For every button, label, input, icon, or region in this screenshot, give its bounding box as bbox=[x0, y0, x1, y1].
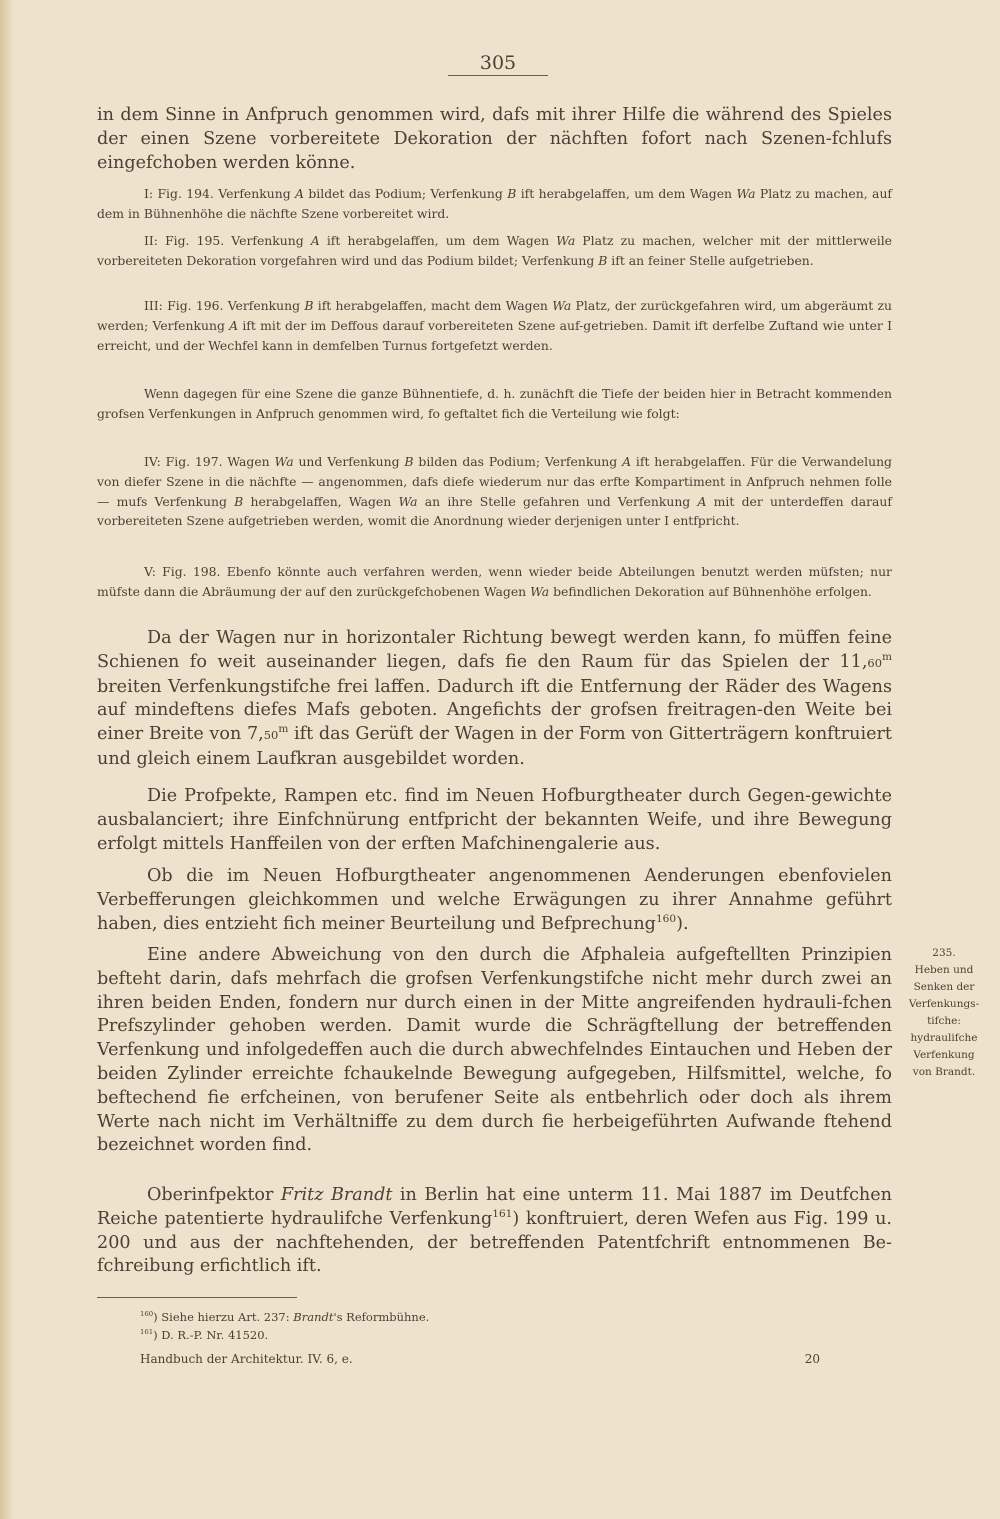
margin-note-line: tifche: bbox=[927, 1015, 961, 1027]
text-run: Eine andere Abweichung von den durch die Afphaleia aufgeftellten Prinzipien befteht darin, dafs mehrfach die grofsen Verfenkungstifche nicht mehr durch zwei an ihren beiden Enden, fondern nur durch einen in der Mitte angreifenden hydrauli-fchen Prefszylinder gehoben werden. Damit wurde die Schrägftellung der betreffenden Verfenkung und infolgedeffen auch die durch abwechfelndes Eintauchen und Heben der beiden Zylinder erreichte fchaukelnde Bewegung aufgegeben, Hilfsmittel, welche, fo beftechend fie erfcheinen, von berufener Seite als entbehrlich oder doch als ihrem Werte nach nicht im Verhältniffe zu dem durch fie herbeigeführten Aufwande ftehend bezeichnet worden find. bbox=[97, 945, 892, 1156]
text-run: ift an feiner Stelle aufgetrieben. bbox=[607, 252, 814, 268]
italic-text: Wa bbox=[530, 583, 550, 599]
footnote-rule bbox=[97, 1297, 297, 1298]
paragraph-brandt bbox=[97, 1184, 892, 1279]
margin-note-line: von Brandt. bbox=[912, 1066, 976, 1078]
superscript: 161 bbox=[140, 1328, 154, 1337]
text-run: Die Profpekte, Rampen etc. find im Neuen Hofburgtheater durch Gegen-gewichte ausbalanciert; ihre Einfchnürung entfpricht der bekannten Weife, und ihre Bewegung erfolgt mittels Hanffeilen von der erften Mafchinengalerie aus. bbox=[97, 786, 892, 854]
text-run: bilden das Podium; Verfenkung bbox=[413, 454, 623, 469]
text-run: und Verfenkung bbox=[293, 454, 405, 469]
text-run: II: Fig. 195. Verfenkung bbox=[144, 233, 311, 248]
paragraph-prospects bbox=[97, 785, 892, 856]
list-item-case-3 bbox=[97, 296, 892, 355]
italic-text: Wa bbox=[552, 298, 572, 313]
paragraph-full-depth bbox=[97, 384, 892, 424]
text-run: in Berlin hat eine unterm 11. Mai 1887 im Deutfchen Reiche patentierte hydraulifche Verfenkung bbox=[97, 1185, 893, 1229]
footer-book-title: Handbuch der Architektur. IV. 6, e. bbox=[140, 1352, 353, 1366]
decimal-digits: 60 bbox=[867, 655, 882, 670]
text-run: Platz, der zurückgefahren wird, um abgeräumt zu werden; Verfenkung bbox=[97, 298, 893, 333]
margin-note-line: hydraulifche bbox=[910, 1032, 978, 1044]
margin-note-line: Verfenkungs- bbox=[908, 998, 980, 1010]
text-run: Ob die im Neuen Hofburgtheater angenommenen Aenderungen ebenfovielen Verbefferungen gleichkommen und welche Erwägungen zu ihrer Annahme geführt haben, dies entzieht fich meiner Beurteilung und Befprechung bbox=[97, 866, 892, 934]
text-run: ) Siehe hierzu Art. 237: bbox=[153, 1310, 294, 1324]
list-item-case-4 bbox=[97, 452, 892, 531]
italic-text: Wa bbox=[556, 233, 576, 248]
italic-text: B bbox=[304, 298, 314, 313]
text-run: ). bbox=[676, 913, 689, 934]
page-edge-shadow bbox=[0, 0, 14, 1519]
text-run: an ihre Stelle gefahren und Verfenkung bbox=[417, 493, 698, 509]
italic-text: A bbox=[310, 233, 320, 248]
text-run: V: Fig. 198. Ebenfo könnte auch verfahren werden, wenn wieder beide Abteilungen benutzt werden müfsten; nur müfste dann die Abräumung der auf den zurückgefchobenen Wagen bbox=[97, 564, 892, 599]
page-number: 305 bbox=[479, 52, 517, 74]
superscript: 160 bbox=[655, 912, 677, 925]
text-run: mit der unterdeffen darauf vorbereiteten Szene aufgetrieben werden, womit die Anordnung wieder derjenigen unter I entfpricht. bbox=[97, 493, 892, 529]
italic-text: Brandt bbox=[293, 1310, 334, 1324]
margin-note-line: 235. bbox=[932, 947, 956, 959]
signature-mark: 20 bbox=[804, 1352, 820, 1366]
margin-note bbox=[900, 945, 988, 1081]
italic-text: A bbox=[697, 493, 707, 509]
italic-text: Wa bbox=[274, 454, 294, 469]
paragraph-intro bbox=[97, 104, 892, 175]
text-run: in dem Sinne in Anfpruch genommen wird, dafs mit ihrer Hilfe die während des Spieles der einen Szene vorbereitete Dekoration der nächften fofort nach Szenen-fchlufs eingefchoben werden könne. bbox=[97, 105, 892, 173]
italic-text: A bbox=[295, 186, 304, 201]
text-run: III: Fig. 196. Verfenkung bbox=[144, 298, 305, 313]
margin-note-line: Verfenkung bbox=[913, 1049, 975, 1061]
text-run: ) konftruiert, deren Wefen aus Fig. 199 u. 200 und aus der nachftehenden, der betreffenden Patentfchrift entnommenen Be-fchreibung erfichtlich ift. bbox=[97, 1208, 892, 1277]
text-run: 's Reformbühne. bbox=[333, 1310, 430, 1324]
paragraph-changes bbox=[97, 865, 892, 936]
italic-text: A bbox=[622, 454, 632, 469]
italic-text: B bbox=[507, 186, 517, 201]
text-run: Oberinfpektor bbox=[147, 1185, 281, 1205]
italic-text: Fritz Brandt bbox=[280, 1185, 393, 1205]
text-run: befindlichen Dekoration auf Bühnenhöhe erfolgen. bbox=[549, 583, 872, 599]
superscript: m bbox=[881, 650, 892, 663]
superscript: 160 bbox=[140, 1310, 154, 1319]
italic-text: A bbox=[229, 317, 239, 333]
text-run: Platz zu machen, auf dem in Bühnenhöhe die nächfte Szene vorbereitet wird. bbox=[97, 186, 893, 221]
margin-note-line: Heben und bbox=[914, 964, 974, 976]
italic-text: Wa bbox=[736, 186, 756, 201]
text-run: bildet das Podium; Verfenkung bbox=[303, 186, 508, 201]
text-run: ift herabgelaffen. Für die Verwandelung von diefer Szene in die nächfte — angenommen, dafs diefe wiederum nur das erfte Kompartiment in Anfpruch nehmen folle — mufs Verfenkung bbox=[97, 454, 892, 509]
text-run: Platz zu machen, welcher mit der mittlerweile vorbereiteten Dekoration vorgefahren wird und das Podium bildet; Verfenkung bbox=[97, 233, 892, 268]
text-run: ift herabgelaffen, um dem Wagen bbox=[319, 233, 557, 248]
italic-text: B bbox=[598, 252, 608, 268]
text-run: ) D. R.-P. Nr. 41520. bbox=[153, 1328, 269, 1342]
decimal-digits: 50 bbox=[263, 728, 279, 743]
text-run: Da der Wagen nur in horizontaler Richtung bewegt werden kann, fo müffen feine Schienen fo weit auseinander liegen, dafs fie den Raum für das Spielen der 11, bbox=[97, 628, 892, 672]
superscript: m bbox=[278, 723, 289, 736]
italic-text: B bbox=[404, 454, 414, 469]
text-run: ift das Gerüft der Wagen in der Form von Gitterträgern konftruiert und gleich einem Laufkran ausgebildet worden. bbox=[97, 724, 892, 769]
italic-text: B bbox=[234, 493, 244, 509]
footnote-161 bbox=[140, 1328, 268, 1342]
margin-note-line: Senken der bbox=[913, 981, 975, 993]
list-item-case-1 bbox=[97, 184, 892, 224]
list-item-case-5 bbox=[97, 562, 892, 602]
text-run: ift herabgelaffen, um dem Wagen bbox=[516, 186, 737, 201]
page-footer bbox=[140, 1352, 820, 1366]
italic-text: Wa bbox=[398, 493, 418, 509]
text-run: I: Fig. 194. Verfenkung bbox=[144, 186, 296, 201]
text-run: herabgelaffen, Wagen bbox=[243, 493, 399, 509]
superscript: 161 bbox=[492, 1207, 513, 1220]
paragraph-asphaleia bbox=[97, 944, 892, 1158]
list-item-case-2 bbox=[97, 231, 892, 271]
footnote-160 bbox=[140, 1310, 429, 1324]
text-run: ift herabgelaffen, macht dem Wagen bbox=[313, 298, 553, 313]
paragraph-wagon bbox=[97, 627, 892, 772]
text-run: IV: Fig. 197. Wagen bbox=[144, 454, 275, 469]
text-run: ift mit der im Deffous darauf vorbereiteten Szene auf-getrieben. Damit ift derfelbe Zuftand wie unter I erreicht, und der Wechfel kann in demfelben Turnus fortgefetzt werden. bbox=[97, 317, 892, 353]
text-run: breiten Verfenkungstifche frei laffen. Dadurch ift die Entfernung der Räder des Wagens auf mindeftens diefes Mafs geboten. Angefichts der grofsen freitragen-den Weite bei einer Breite von 7, bbox=[97, 676, 892, 745]
page-number-rule bbox=[448, 75, 548, 76]
text-run: Wenn dagegen für eine Szene die ganze Bühnentiefe, d. h. zunächft die Tiefe der beiden hier in Betracht kommenden grofsen Verfenkungen in Anfpruch genommen wird, fo geftaltet fich die Verteilung wie folgt: bbox=[97, 386, 892, 421]
